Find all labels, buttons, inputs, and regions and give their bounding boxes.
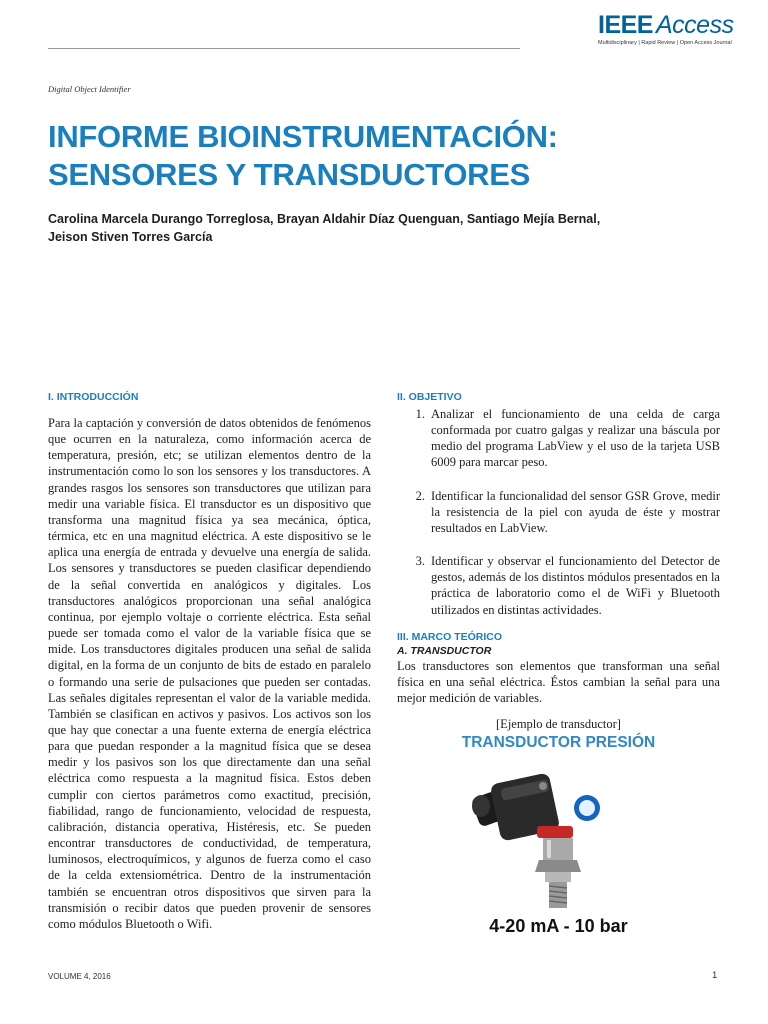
list-item-number: 3.: [415, 554, 425, 569]
list-item-number: 2.: [415, 488, 425, 503]
objetivo-list: [397, 406, 720, 618]
paper-title: [48, 118, 688, 194]
author-list: Carolina Marcela Durango Torreglosa, Brayan Aldahir Díaz Quenguan, Santiago Mejía Bernal, Jeison Stiven Torres García: [48, 212, 601, 244]
list-item-text: Identificar y observar el funcionamiento del Detector de gestos, además de los distintos módulos presentados en la práctica de laboratorio como el de WiFi y Bluetooth utilizados en distintas actividades.: [431, 554, 720, 617]
header-divider: [48, 48, 520, 49]
section-marco-teorico-heading: III. MARCO TEÓRICO: [397, 630, 502, 643]
section-introduccion-heading: I. INTRODUCCIÓN: [48, 391, 139, 403]
introduccion-paragraph: Para la captación y conversión de datos obtenidos de fenómenos que ocurren en la naturaleza, como información acerca de temperatura, presión, etc; se utilizan elementos dentro de la instrumentación como lo son los sensores y los transductores. A grandes rasgos los sensores son transductores que utilizan para medir una variable física. El transductor es un dispositivo que transforma una magnitud física ya sea mecánica, óptica, térmica, etc en una magnitud eléctrica. A este dispositivo se le aplica una energía de entrada y devuelve una energía de salida. Los sensores y transductores se pueden clasificar dependiendo de la señal convertida en analógicos y digitales. Los transductores analógicos proporcionan una señal analógica continua, por ejemplo voltaje o corriente eléctrica. Esta señal puede ser tomada como el valor de la variable física que se mide. Los transductores digitales producen una señal de salida digital, en la forma de un conjunto de bits de estado en paralelo o formando una serie de pulsaciones que pueden ser contadas. Las señales digitales representan el valor de la variable medida. También se clasifican en activos y pasivos. Los activos son los que hay que conectar a una fuente externa de energía eléctrica para que puedan responder a la magnitud física que se desea medir y los pasivos son los que directamente dan una señal eléctrica como respuesta a la magnitud física. Estos deben cumplir con ciertos parámetros como exactitud, precisión, fiabilidad, rango de funcionamiento, velocidad de respuesta, calibración, distancia operativa, Histéresis, etc. Se pueden encontrar transductores de conductividad, de temperatura, luminosos, electroquímicos, y algunos de fuerza como el caso de la celda extensiométrica. Dentro de la instrumentación también se encuentran otros dispositivos que sirven para la transmisión o recibir datos que pueden provenir de sensores como módulos Bluetooth o Wifi.: [48, 416, 371, 931]
subsection-transductor-heading: A. TRANSDUCTOR: [397, 644, 492, 657]
logo-tagline: Multidisciplinary | Rapid Review | Open Access Journal: [598, 40, 732, 46]
page-number: 1: [712, 970, 718, 981]
transducer-figure: [397, 734, 720, 944]
list-item-text: Identificar la funcionalidad del sensor GSR Grove, medir la resistencia de la piel con ayuda de éste y mostrar resultados en LabView.: [431, 488, 720, 535]
doi-label: Digital Object Identifier: [48, 84, 131, 94]
list-item: [397, 406, 720, 471]
list-item: [397, 553, 720, 618]
title-line-1: INFORME BIOINSTRUMENTACIÓN:: [48, 119, 558, 154]
list-item-text: Analizar el funcionamiento de una celda de carga conformada por cuatro galgas y realizar una báscula por medio del programa LabView y el uso de la tarjeta USB 6009 para marcar peso.: [431, 407, 720, 470]
figure-title-text: TRANSDUCTOR PRESIÓN: [461, 734, 656, 752]
figure-caption: [Ejemplo de transductor]: [496, 717, 621, 732]
footer-volume: VOLUME 4, 2016: [48, 972, 111, 981]
logo-access-text: Access: [655, 11, 734, 39]
logo-ieee-text: IEEE: [598, 11, 653, 39]
list-item: [397, 488, 720, 536]
figure-range-text: 4-20 mA - 10 bar: [489, 916, 628, 937]
list-item-number: 1.: [415, 407, 425, 421]
ieee-access-logo: [598, 11, 734, 58]
pressure-transducer-image: [397, 756, 720, 916]
title-line-2: SENSORES Y TRANSDUCTORES: [48, 157, 531, 192]
left-column: [48, 390, 371, 932]
right-column: [397, 390, 720, 944]
transductor-paragraph: Los transductores son elementos que transforman una señal física en una señal eléctrica. Éstos cambian la señal para una mejor medición de variables.: [397, 658, 720, 706]
section-objetivo-heading: II. OBJETIVO: [397, 391, 462, 403]
